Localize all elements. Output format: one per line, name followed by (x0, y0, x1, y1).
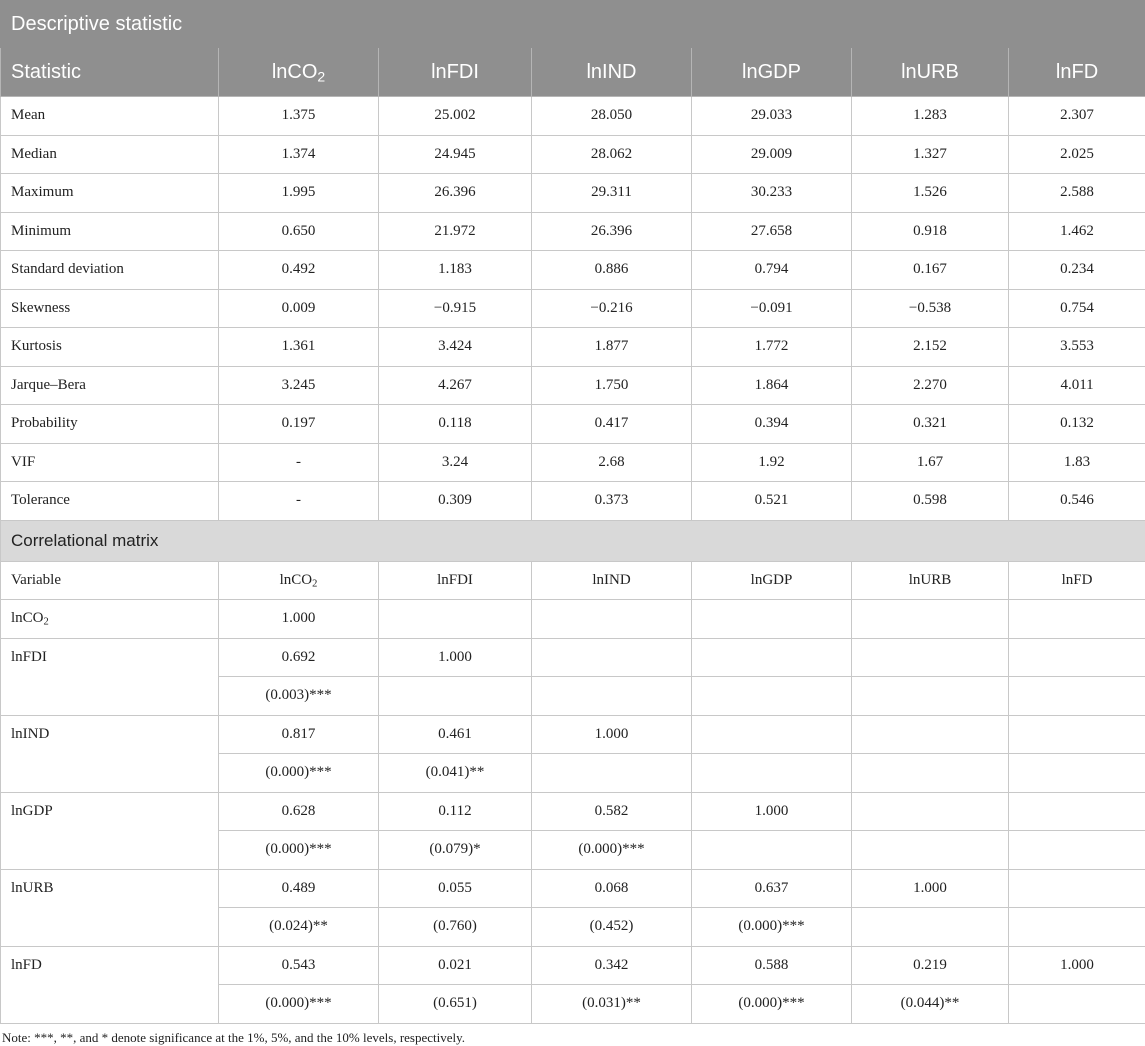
coef-cell: 0.628 (219, 792, 379, 831)
pvalue-cell: (0.760) (379, 908, 532, 947)
variable-name: lnGDP (750, 571, 793, 588)
pvalue-cell (532, 677, 692, 716)
coef-cell (1009, 600, 1145, 639)
coef-cell: 0.342 (532, 946, 692, 985)
coef-cell: 0.219 (852, 946, 1009, 985)
pvalue-cell (1009, 677, 1145, 716)
table-cell: 1.374 (219, 135, 379, 174)
coef-cell: 0.489 (219, 869, 379, 908)
table-cell: 0.394 (692, 405, 852, 444)
table-cell: 4.011 (1009, 366, 1145, 405)
variable-name: lnFDI (431, 60, 479, 83)
header-col-lnind (532, 48, 692, 97)
pvalue-cell: (0.000)*** (219, 754, 379, 793)
row-label: Probability (1, 405, 219, 444)
table-cell: 1.183 (379, 251, 532, 290)
pvalue-cell: (0.000)*** (692, 908, 852, 947)
correlation-header-col (1009, 561, 1145, 600)
table-row (1, 869, 1145, 908)
coef-cell: 0.021 (379, 946, 532, 985)
table-row (1, 97, 1145, 136)
table-cell: 1.375 (219, 97, 379, 136)
coef-cell: 1.000 (379, 638, 532, 677)
table-row (1, 482, 1145, 521)
subscript: 2 (317, 68, 326, 84)
pvalue-cell: (0.000)*** (532, 831, 692, 870)
table-cell: 29.009 (692, 135, 852, 174)
correlation-header-col (852, 561, 1009, 600)
coef-cell: 1.000 (1009, 946, 1145, 985)
pvalue-cell: (0.041)** (379, 754, 532, 793)
correlation-header-col (532, 561, 692, 600)
coef-cell: 0.055 (379, 869, 532, 908)
table-cell: −0.216 (532, 289, 692, 328)
variable-name: lnFD (11, 956, 42, 973)
pvalue-cell (852, 908, 1009, 947)
table-cell: 2.588 (1009, 174, 1145, 213)
table-cell: 27.658 (692, 212, 852, 251)
table-cell: 0.167 (852, 251, 1009, 290)
variable-name: lnCO (271, 60, 318, 83)
pvalue-cell: (0.452) (532, 908, 692, 947)
table-row (1, 328, 1145, 367)
table-cell: 3.245 (219, 366, 379, 405)
coef-cell: 0.817 (219, 715, 379, 754)
row-label: VIF (1, 443, 219, 482)
table-cell: 1.750 (532, 366, 692, 405)
table-cell: - (219, 443, 379, 482)
variable-name: lnFD (1061, 571, 1093, 588)
table-cell: 0.309 (379, 482, 532, 521)
table-row (1, 289, 1145, 328)
pvalue-cell: (0.000)*** (219, 831, 379, 870)
coef-cell (692, 600, 852, 639)
table-cell: 0.009 (219, 289, 379, 328)
header-col-lnco (219, 48, 379, 97)
correlation-header-variable: Variable (1, 561, 219, 600)
row-label (1, 638, 219, 715)
subscript: 2 (43, 616, 49, 628)
row-label: Kurtosis (1, 328, 219, 367)
table-cell: 3.553 (1009, 328, 1145, 367)
table-cell: 0.794 (692, 251, 852, 290)
row-label (1, 869, 219, 946)
table-cell: 26.396 (379, 174, 532, 213)
table-cell: −0.538 (852, 289, 1009, 328)
row-label: Jarque–Bera (1, 366, 219, 405)
pvalue-cell (852, 677, 1009, 716)
coef-cell (379, 600, 532, 639)
pvalue-cell: (0.031)** (532, 985, 692, 1024)
table-cell: 0.918 (852, 212, 1009, 251)
table-cell: 0.754 (1009, 289, 1145, 328)
table-cell: 0.598 (852, 482, 1009, 521)
row-label: Standard deviation (1, 251, 219, 290)
row-label: Mean (1, 97, 219, 136)
variable-name: lnURB (901, 60, 959, 83)
table-cell: 1.92 (692, 443, 852, 482)
coef-cell (532, 638, 692, 677)
coef-cell (1009, 792, 1145, 831)
table-cell: 2.025 (1009, 135, 1145, 174)
table-cell: 1.526 (852, 174, 1009, 213)
section-row (1, 520, 1145, 561)
coef-cell (692, 715, 852, 754)
pvalue-cell (852, 831, 1009, 870)
table-cell: 1.772 (692, 328, 852, 367)
coef-cell (1009, 869, 1145, 908)
variable-name: lnGDP (742, 60, 801, 83)
pvalue-cell (532, 754, 692, 793)
coef-cell (852, 715, 1009, 754)
variable-name: lnIND (11, 725, 50, 742)
pvalue-cell (1009, 985, 1145, 1024)
table-row (1, 600, 1145, 639)
variable-name: lnURB (908, 571, 952, 588)
table-cell: 0.197 (219, 405, 379, 444)
subscript: 2 (312, 578, 318, 590)
pvalue-cell: (0.079)* (379, 831, 532, 870)
variable-name: lnGDP (11, 802, 53, 819)
pvalue-cell (692, 831, 852, 870)
variable-name: lnCO (279, 571, 313, 588)
coef-cell: 0.068 (532, 869, 692, 908)
table-cell: 0.118 (379, 405, 532, 444)
table-cell: 26.396 (532, 212, 692, 251)
coef-cell (852, 600, 1009, 639)
row-label: Minimum (1, 212, 219, 251)
coef-cell: 0.582 (532, 792, 692, 831)
variable-name: lnIND (586, 60, 637, 83)
table-cell: 2.152 (852, 328, 1009, 367)
table-row (1, 715, 1145, 754)
table-row (1, 212, 1145, 251)
table-row (1, 443, 1145, 482)
coef-cell: 0.543 (219, 946, 379, 985)
table-cell: 0.546 (1009, 482, 1145, 521)
table-row (1, 251, 1145, 290)
header-row (1, 48, 1145, 97)
table-cell: - (219, 482, 379, 521)
table-cell: 24.945 (379, 135, 532, 174)
pvalue-cell (1009, 831, 1145, 870)
variable-name: lnFDI (437, 571, 473, 588)
header-statistic: Statistic (1, 48, 219, 97)
table-cell: 0.886 (532, 251, 692, 290)
table-cell: 4.267 (379, 366, 532, 405)
table-cell: 29.311 (532, 174, 692, 213)
pvalue-cell: (0.651) (379, 985, 532, 1024)
correlation-header-col (219, 561, 379, 600)
coef-cell: 1.000 (692, 792, 852, 831)
coef-cell: 0.588 (692, 946, 852, 985)
table-cell: 0.521 (692, 482, 852, 521)
table-cell: 1.864 (692, 366, 852, 405)
table-cell: 29.033 (692, 97, 852, 136)
coef-cell: 1.000 (219, 600, 379, 639)
pvalue-cell: (0.044)** (852, 985, 1009, 1024)
pvalue-cell (379, 677, 532, 716)
table-cell: 0.650 (219, 212, 379, 251)
table-row (1, 405, 1145, 444)
coef-cell: 0.112 (379, 792, 532, 831)
coef-cell (852, 638, 1009, 677)
table-cell: 21.972 (379, 212, 532, 251)
variable-name: lnIND (592, 571, 631, 588)
pvalue-cell (1009, 754, 1145, 793)
table-cell: 3.24 (379, 443, 532, 482)
row-label (1, 715, 219, 792)
row-label (1, 792, 219, 869)
table-cell: 1.83 (1009, 443, 1145, 482)
header-col-lngdp (692, 48, 852, 97)
table-cell: 2.307 (1009, 97, 1145, 136)
coef-cell: 0.692 (219, 638, 379, 677)
table-row (1, 638, 1145, 677)
pvalue-cell (692, 677, 852, 716)
coef-cell (852, 792, 1009, 831)
variable-name: lnURB (11, 879, 54, 896)
pvalue-cell: (0.000)*** (692, 985, 852, 1024)
table-cell: 1.877 (532, 328, 692, 367)
header-col-lnfd (1009, 48, 1145, 97)
row-label (1, 600, 219, 639)
correlation-header-col (692, 561, 852, 600)
table-cell: 1.327 (852, 135, 1009, 174)
table-cell: 0.132 (1009, 405, 1145, 444)
coef-cell (1009, 715, 1145, 754)
pvalue-cell: (0.024)** (219, 908, 379, 947)
row-label: Maximum (1, 174, 219, 213)
table-cell: 28.050 (532, 97, 692, 136)
header-col-lnfdi (379, 48, 532, 97)
pvalue-cell: (0.003)*** (219, 677, 379, 716)
table-cell: 1.67 (852, 443, 1009, 482)
table-cell: −0.091 (692, 289, 852, 328)
pvalue-cell (1009, 908, 1145, 947)
table-cell: 2.68 (532, 443, 692, 482)
variable-name: lnFD (1055, 60, 1099, 83)
table-cell: 0.492 (219, 251, 379, 290)
correlation-header-row (1, 561, 1145, 600)
table-cell: 0.417 (532, 405, 692, 444)
table-row (1, 366, 1145, 405)
table-cell: 2.270 (852, 366, 1009, 405)
table-cell: 1.361 (219, 328, 379, 367)
coef-cell: 0.461 (379, 715, 532, 754)
row-label: Median (1, 135, 219, 174)
table-cell: 1.462 (1009, 212, 1145, 251)
table-title-row (1, 1, 1145, 48)
coef-cell (532, 600, 692, 639)
pvalue-cell (852, 754, 1009, 793)
variable-name: lnCO (11, 610, 44, 627)
table-cell: 30.233 (692, 174, 852, 213)
table-cell: 1.995 (219, 174, 379, 213)
pvalue-cell (692, 754, 852, 793)
table-body (1, 1, 1145, 1024)
row-label (1, 946, 219, 1023)
table-row (1, 792, 1145, 831)
table-cell: 1.283 (852, 97, 1009, 136)
table-cell: 28.062 (532, 135, 692, 174)
table-title: Descriptive statistic (1, 1, 1145, 48)
coef-cell (692, 638, 852, 677)
table-cell: 0.234 (1009, 251, 1145, 290)
row-label: Tolerance (1, 482, 219, 521)
row-label: Skewness (1, 289, 219, 328)
table-cell: 25.002 (379, 97, 532, 136)
header-col-lnurb (852, 48, 1009, 97)
table-cell: 0.373 (532, 482, 692, 521)
table-row (1, 174, 1145, 213)
table-note: Note: ***, **, and * denote significance at the 1%, 5%, and the 10% levels, respectively. (2, 1029, 466, 1045)
coef-cell: 1.000 (532, 715, 692, 754)
variable-name: lnFDI (11, 648, 47, 665)
table-row (1, 135, 1145, 174)
coef-cell: 0.637 (692, 869, 852, 908)
table-row (1, 946, 1145, 985)
coef-cell: 1.000 (852, 869, 1009, 908)
table-cell: 0.321 (852, 405, 1009, 444)
coef-cell (1009, 638, 1145, 677)
section-title: Correlational matrix (1, 520, 1145, 561)
pvalue-cell: (0.000)*** (219, 985, 379, 1024)
correlation-header-col (379, 561, 532, 600)
table-cell: −0.915 (379, 289, 532, 328)
table-cell: 3.424 (379, 328, 532, 367)
